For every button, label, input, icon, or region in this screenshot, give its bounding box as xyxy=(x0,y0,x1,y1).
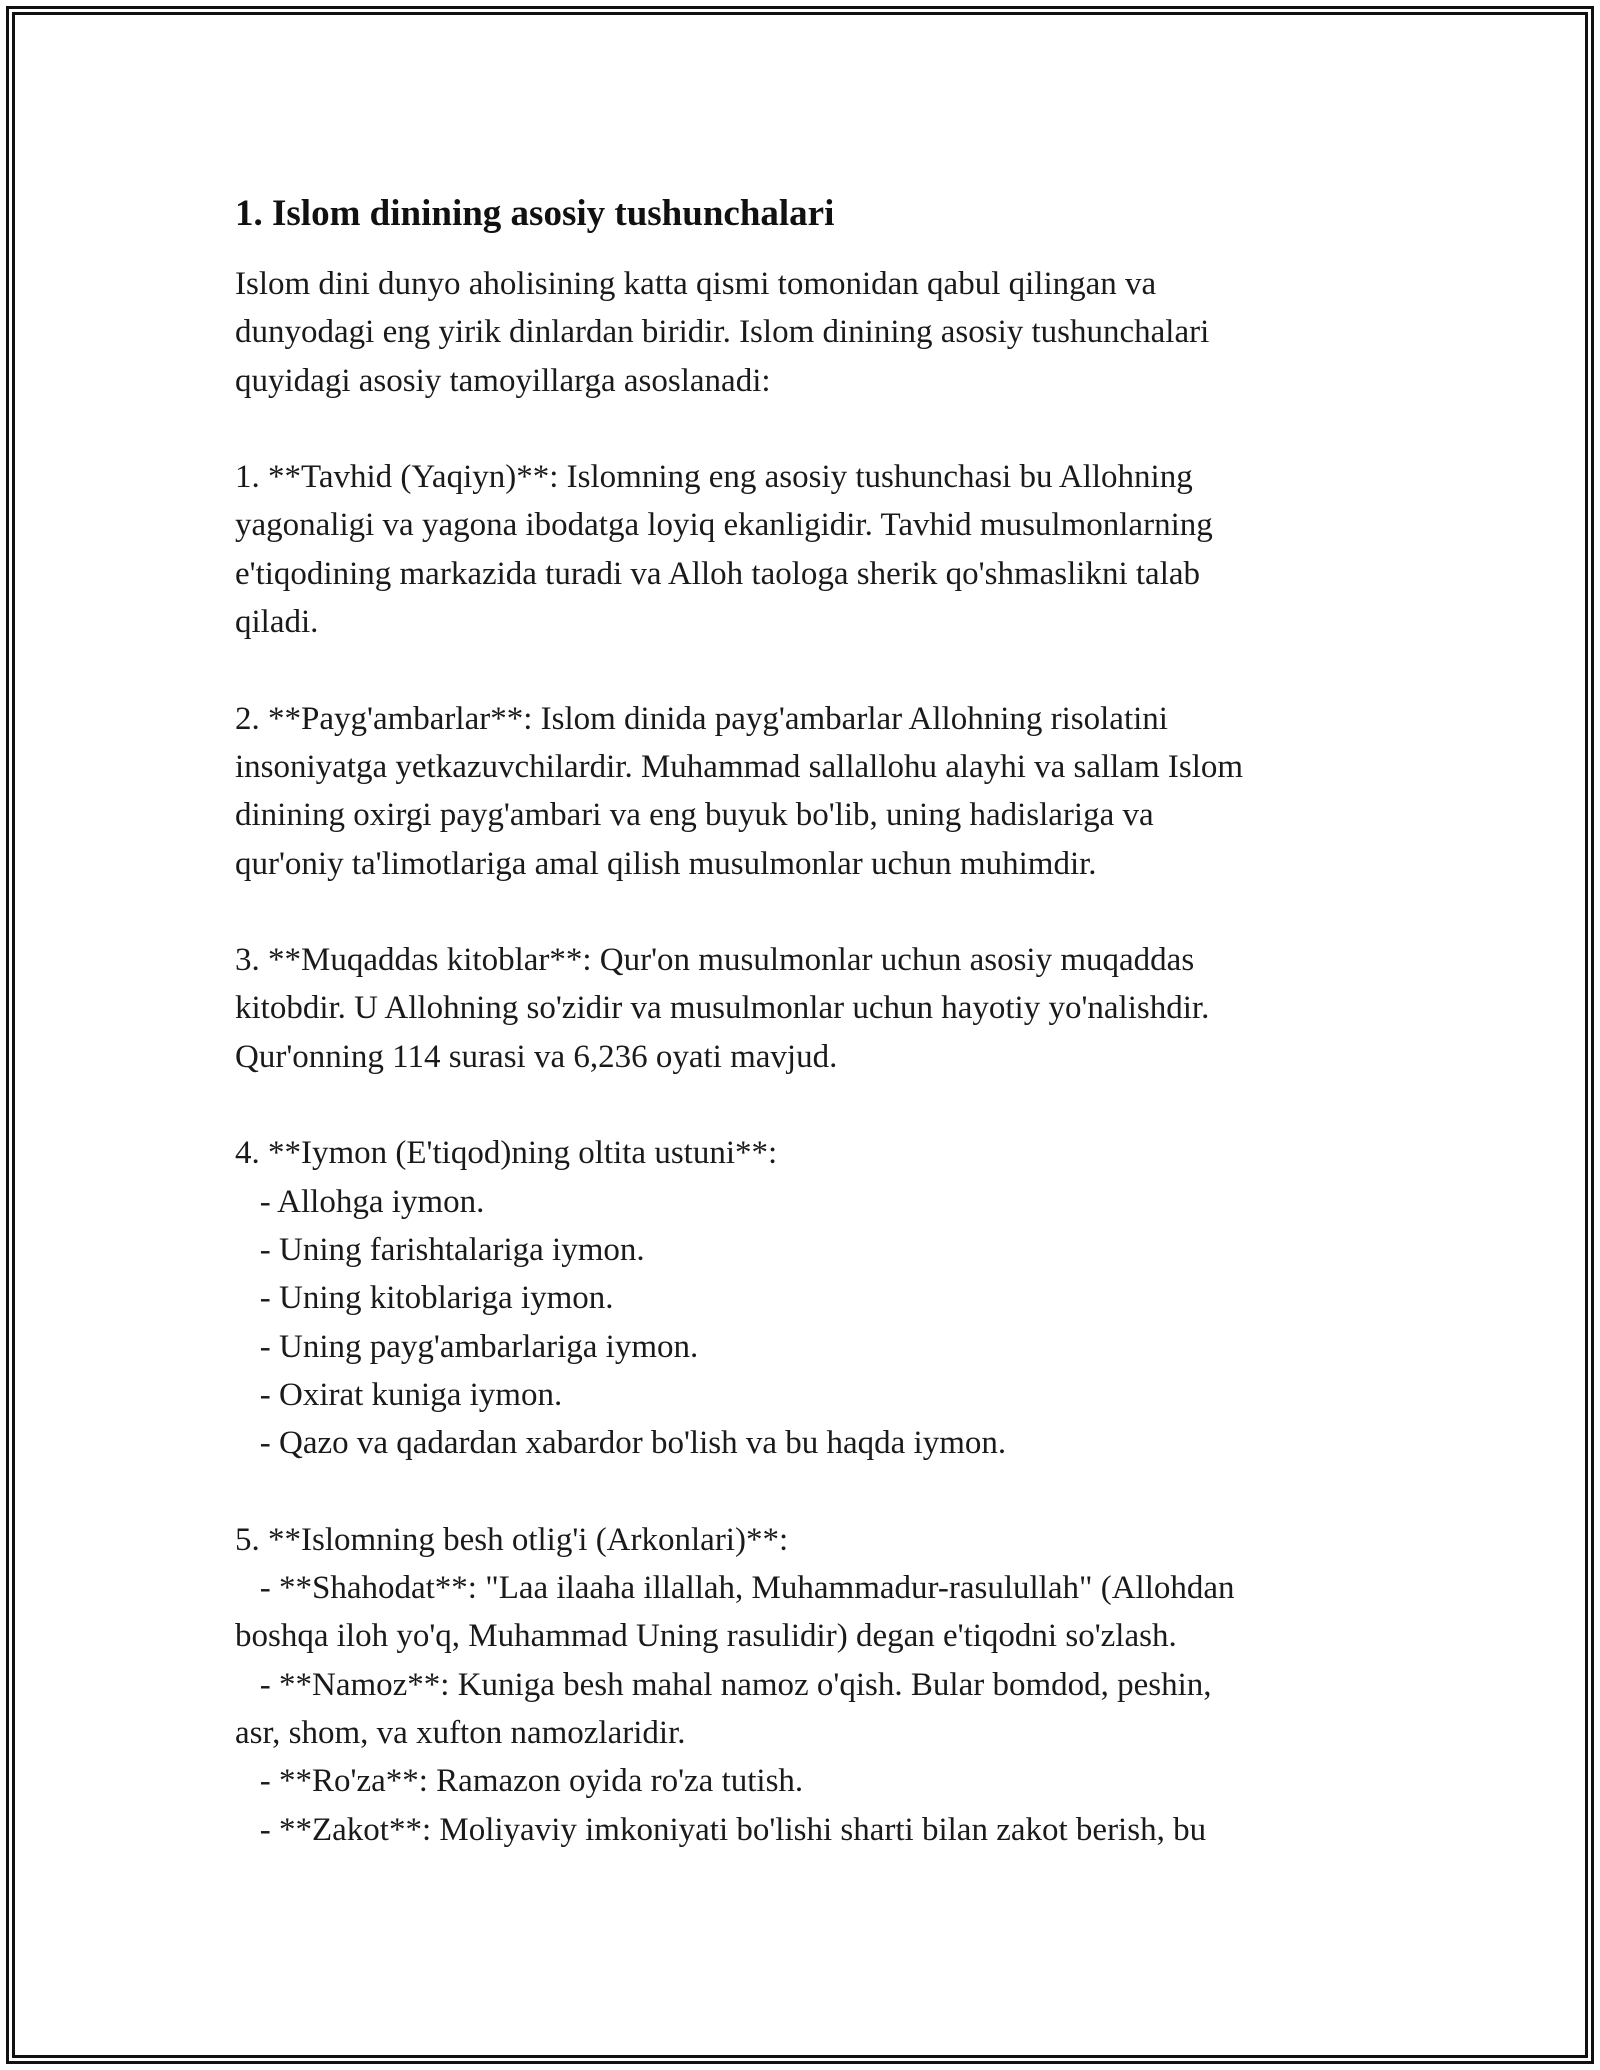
document-body: Islom dini dunyo aholisining katta qismi tomonidan qabul qilingan va dunyodagi eng yirik dinlardan biridir. Islom dinining asosiy tushunchalari quyidagi asosiy tamoyillarga asoslanadi: 1. **Tavhid (Yaqiyn)**: Islomning eng asosiy tushunchasi bu Allohning yagonaligi va yagona ibodatga loyiq ekanligidir. Tavhid musulmonlarning e'tiqodining markazida turadi va Alloh taologa sherik qo'shmaslikni talab qiladi. 2. **Payg'ambarlar**: Islom dinida payg'ambarlar Allohning risolatini insoniyatga yetkazuvchilardir. Muhammad sallallohu alayhi va sallam Islom dinining oxirgi payg'ambari va eng buyuk bo'lib, uning hadislariga va qur'oniy ta'limotlariga amal qilish musulmonlar uchun muhimdir. 3. **Muqaddas kitoblar**: Qur'on musulmonlar uchun asosiy muqaddas kitobdir. U Allohning so'zidir va musulmonlar uchun hayotiy yo'nalishdir. Qur'onning 114 surasi va 6,236 oyati mavjud. 4. **Iymon (E'tiqod)ning oltita ustuni**: - Allohga iymon. - Uning farishtalariga iymon. - Uning kitoblariga iymon. - Uning payg'ambarlariga iymon. - Oxirat kuniga iymon. - Qazo va qadardan xabardor bo'lish va bu haqda iymon. 5. **Islomning besh otlig'i (Arkonlari)**: - **Shahodat**: "Laa ilaaha illallah, Muhammadur-rasulullah" (Allohdan boshqa iloh yo'q, Muhammad Uning rasulidir) degan e'tiqodni so'zlash. - **Namoz**: Kuniga besh mahal namoz o'qish. Bular bomdod, peshin, asr, shom, va xufton namozlaridir. - **Ro'za**: Ramazon oyida ro'za tutish. - **Zakot**: Moliyaviy imkoniyati bo'lishi sharti bilan zakot berish, bu xyxy=(235,266,1244,1848)
document-title: 1. Islom dinining asosiy tushunchalari xyxy=(235,193,835,234)
document-page xyxy=(235,190,1375,1854)
